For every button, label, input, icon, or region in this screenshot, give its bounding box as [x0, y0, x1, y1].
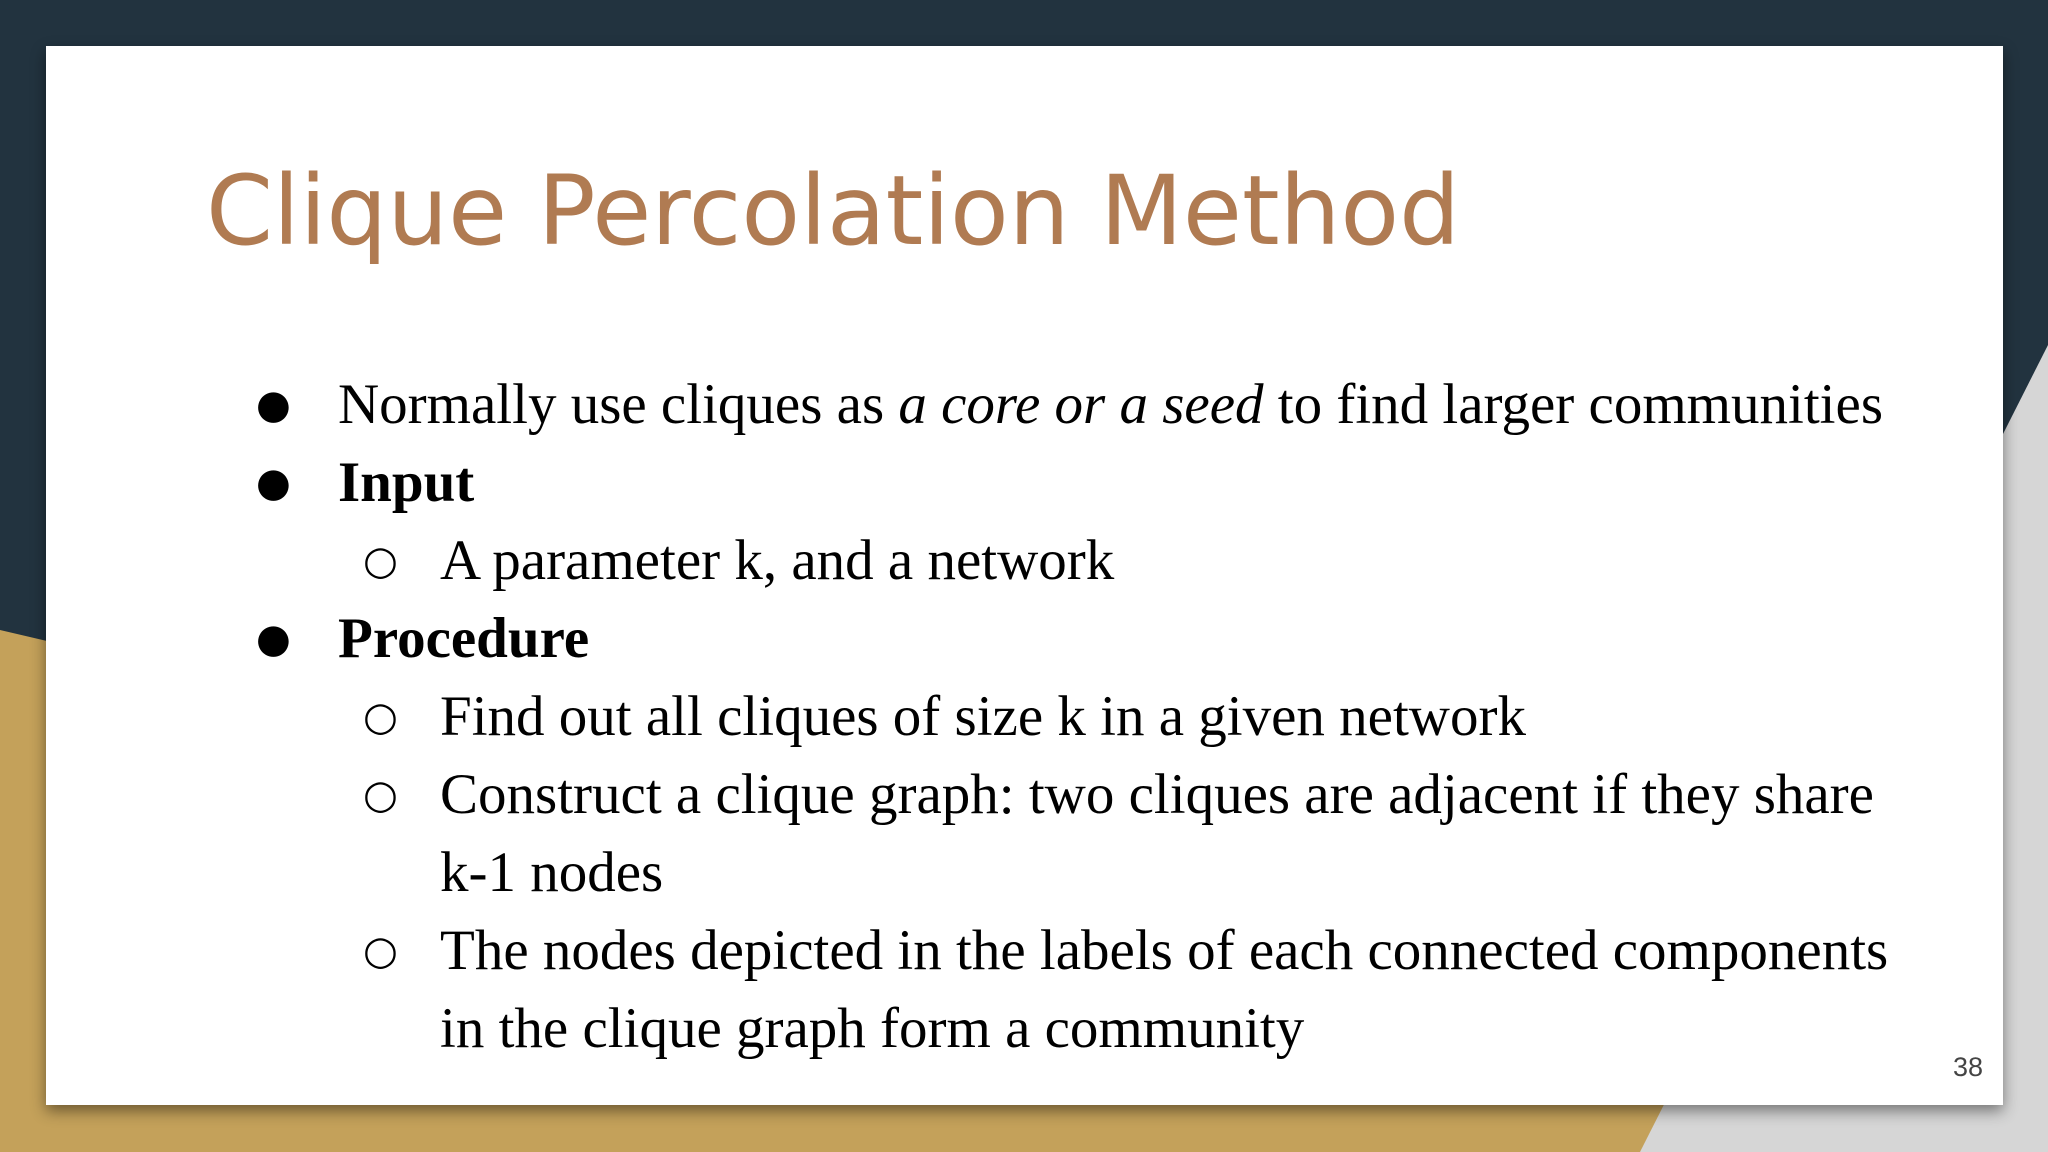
sub-bullet-item: Find out all cliques of size k in a given network	[440, 685, 1526, 748]
bullet-marker: ●	[256, 616, 291, 662]
bullet-item-core-seed	[338, 366, 1883, 444]
page-number: 38	[1952, 1052, 1983, 1082]
bullet-text: Normally use cliques as	[338, 373, 899, 436]
sub-bullet-item-continuation: in the clique graph form a community	[440, 997, 1305, 1060]
slide-canvas	[46, 46, 2003, 1105]
sub-bullet-marker: ○	[363, 694, 398, 740]
sub-bullet-item-continuation: k-1 nodes	[440, 841, 664, 904]
sub-bullet-marker: ○	[363, 538, 398, 584]
bullet-marker: ●	[256, 460, 291, 506]
bullet-heading-input: Input	[338, 451, 475, 514]
sub-bullet-marker: ○	[363, 928, 398, 974]
bullet-heading-procedure: Procedure	[338, 607, 590, 670]
sub-bullet-item: The nodes depicted in the labels of each connected components	[440, 919, 1889, 982]
sub-bullet-item: A parameter k, and a network	[440, 529, 1115, 592]
bullet-text: to find larger communities	[1263, 373, 1884, 436]
bullet-marker: ●	[256, 382, 291, 428]
bullet-emphasis: a core or a seed	[898, 373, 1264, 436]
slide-title: Clique Percolation Method	[206, 155, 1461, 267]
sub-bullet-item: Construct a clique graph: two cliques are adjacent if they share	[440, 763, 1874, 826]
sub-bullet-marker: ○	[363, 772, 398, 818]
